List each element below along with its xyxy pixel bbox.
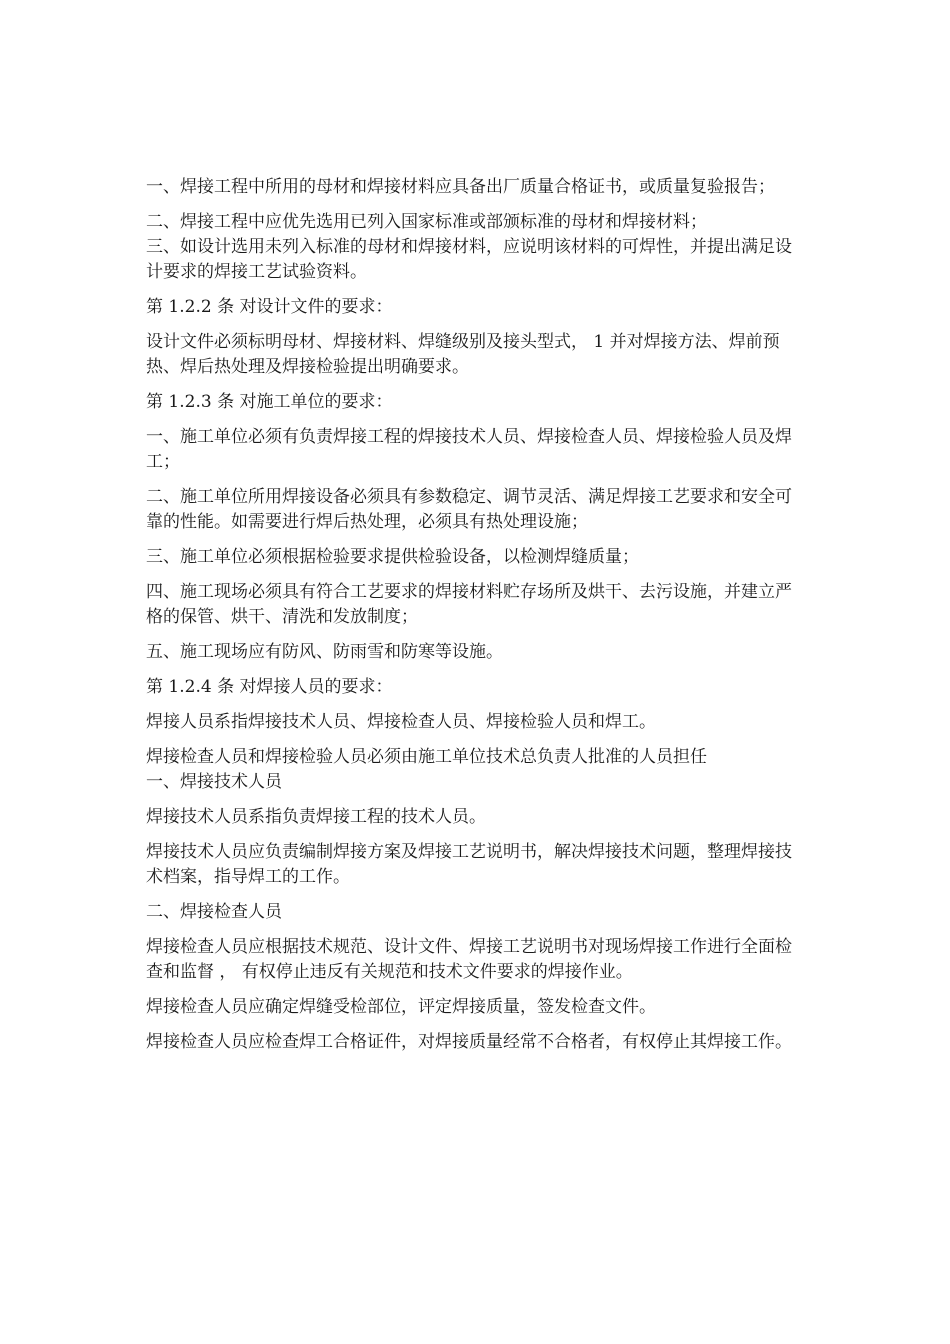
paragraph-13: 焊接技术人员应负责编制焊接方案及焊接工艺说明书，解决焊接技术问题，整理焊接技术档案，指导焊工的工作。 xyxy=(146,842,792,887)
paragraph-5: 一、施工单位必须有负责焊接工程的焊接技术人员、焊接检查人员、焊接检验人员及焊工； xyxy=(146,427,792,472)
paragraph-15: 焊接检查人员应确定焊缝受检部位，评定焊接质量，签发检查文件。 xyxy=(146,997,656,1017)
subheading-welding-inspectors: 二、焊接检查人员 xyxy=(146,902,282,922)
paragraph-12: 焊接技术人员系指负责焊接工程的技术人员。 xyxy=(146,807,486,827)
section-heading-1-2-2: 第 1.2.2 条 对设计文件的要求： xyxy=(146,297,393,317)
section-heading-1-2-3: 第 1.2.3 条 对施工单位的要求： xyxy=(146,392,393,412)
paragraph-16: 焊接检查人员应检查焊工合格证件，对焊接质量经常不合格者，有权停止其焊接工作。 xyxy=(146,1032,792,1052)
paragraph-7: 三、施工单位必须根据检验要求提供检验设备，以检测焊缝质量； xyxy=(146,547,639,567)
paragraph-10: 焊接人员系指焊接技术人员、焊接检查人员、焊接检验人员和焊工。 xyxy=(146,712,656,732)
paragraph-14: 焊接检查人员应根据技术规范、设计文件、焊接工艺说明书对现场焊接工作进行全面检查和监督 ， 有权停止违反有关规范和技术文件要求的焊接作业。 xyxy=(146,937,792,982)
paragraph-8: 四、施工现场必须具有符合工艺要求的焊接材料贮存场所及烘干、去污设施，并建立严格的保管、烘干、清洗和发放制度； xyxy=(146,582,792,627)
paragraph-9: 五、施工现场应有防风、防雨雪和防寒等设施。 xyxy=(146,642,503,662)
paragraph-4: 设计文件必须标明母材、焊接材料、焊缝级别及接头型式， 1 并对焊接方法、焊前预热、焊后热处理及焊接检验提出明确要求。 xyxy=(146,332,780,377)
paragraph-3: 三、如设计选用未列入标准的母材和焊接材料，应说明该材料的可焊性，并提出满足设计要求的焊接工艺试验资料。 xyxy=(146,237,792,282)
subheading-welding-technicians: 一、焊接技术人员 xyxy=(146,772,282,792)
paragraph-6: 二、施工单位所用焊接设备必须具有参数稳定、调节灵活、满足焊接工艺要求和安全可靠的性能。如需要进行焊后热处理，必须具有热处理设施； xyxy=(146,487,792,532)
document-body xyxy=(146,175,806,1055)
section-heading-1-2-4: 第 1.2.4 条 对焊接人员的要求： xyxy=(146,677,393,697)
paragraph-1: 一、焊接工程中所用的母材和焊接材料应具备出厂质量合格证书，或质量复验报告； xyxy=(146,177,775,197)
paragraph-11: 焊接检查人员和焊接检验人员必须由施工单位技术总负责人批准的人员担任 xyxy=(146,747,707,767)
paragraph-2: 二、焊接工程中应优先选用已列入国家标准或部颁标准的母材和焊接材料； xyxy=(146,212,707,232)
